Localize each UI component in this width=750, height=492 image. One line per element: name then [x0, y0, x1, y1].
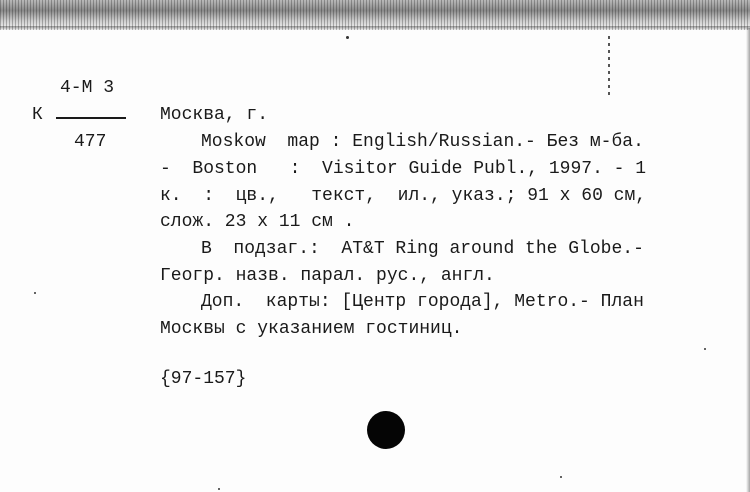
punch-hole [367, 411, 405, 449]
scan-speck [218, 488, 220, 490]
classification-letter: К [32, 105, 43, 125]
scan-speck [34, 292, 36, 294]
classification-divider [56, 117, 126, 119]
record-line: В подзаг.: AT&T Ring around the Globe.- [201, 239, 644, 259]
scan-edge-right [746, 28, 750, 492]
record-line: Москвы с указанием гостиниц. [160, 319, 463, 339]
scan-speck [704, 348, 706, 350]
pencil-mark [608, 36, 610, 96]
record-line: Moskow map : English/Russian.- Без м-ба. [201, 132, 644, 152]
scan-edge-top [0, 0, 750, 30]
classification-index-bottom: 477 [74, 132, 107, 152]
scan-speck [560, 476, 562, 478]
record-line: к. : цв., текст, ил., указ.; 91 х 60 см, [160, 186, 647, 206]
record-line: - Boston : Visitor Guide Publ., 1997. - 1 [160, 159, 647, 179]
record-heading: Москва, г. [160, 105, 269, 125]
record-line: Доп. карты: [Центр города], Metro.- План [201, 292, 644, 312]
classification-index-top: 4-М 3 [60, 78, 115, 98]
scan-speck [346, 36, 349, 39]
record-line: Геогр. назв. парал. рус., англ. [160, 266, 495, 286]
record-line: слож. 23 х 11 см . [160, 212, 355, 232]
call-number: {97-157} [160, 369, 247, 389]
